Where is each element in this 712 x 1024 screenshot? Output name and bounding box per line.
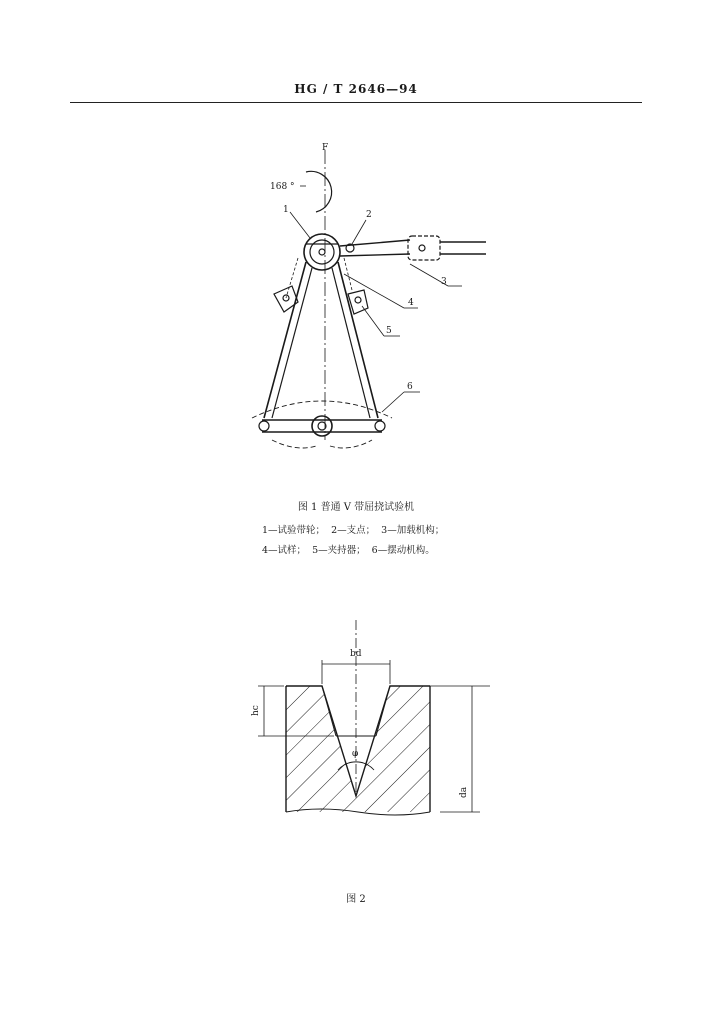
groove-angle-label: φ (352, 749, 359, 759)
standard-code-header: HG / T 2646—94 (294, 82, 418, 96)
figure-1-caption: 图 1 普通 V 带屈挠试验机 (297, 502, 415, 513)
callout-1: 1 (283, 205, 289, 215)
callout-4: 4 (408, 298, 414, 308)
height-label: hc (251, 705, 261, 716)
depth-label: da (459, 786, 469, 798)
callout-6: 6 (407, 382, 413, 392)
angle-label: 168 ° (270, 182, 295, 192)
figure-1-legend-line-1: 1—试验带轮； 2—支点； 3—加载机构； (262, 525, 445, 536)
figure-1-legend-line-2: 4—试样； 5—夹持器； 6—摆动机构。 (262, 545, 435, 556)
callout-3: 3 (441, 277, 447, 287)
callout-5: 5 (386, 326, 392, 336)
figure-2-caption: 图 2 (346, 894, 366, 905)
callout-2: 2 (366, 210, 372, 220)
force-label: F (322, 143, 329, 153)
top-width-label: bd (350, 649, 362, 659)
